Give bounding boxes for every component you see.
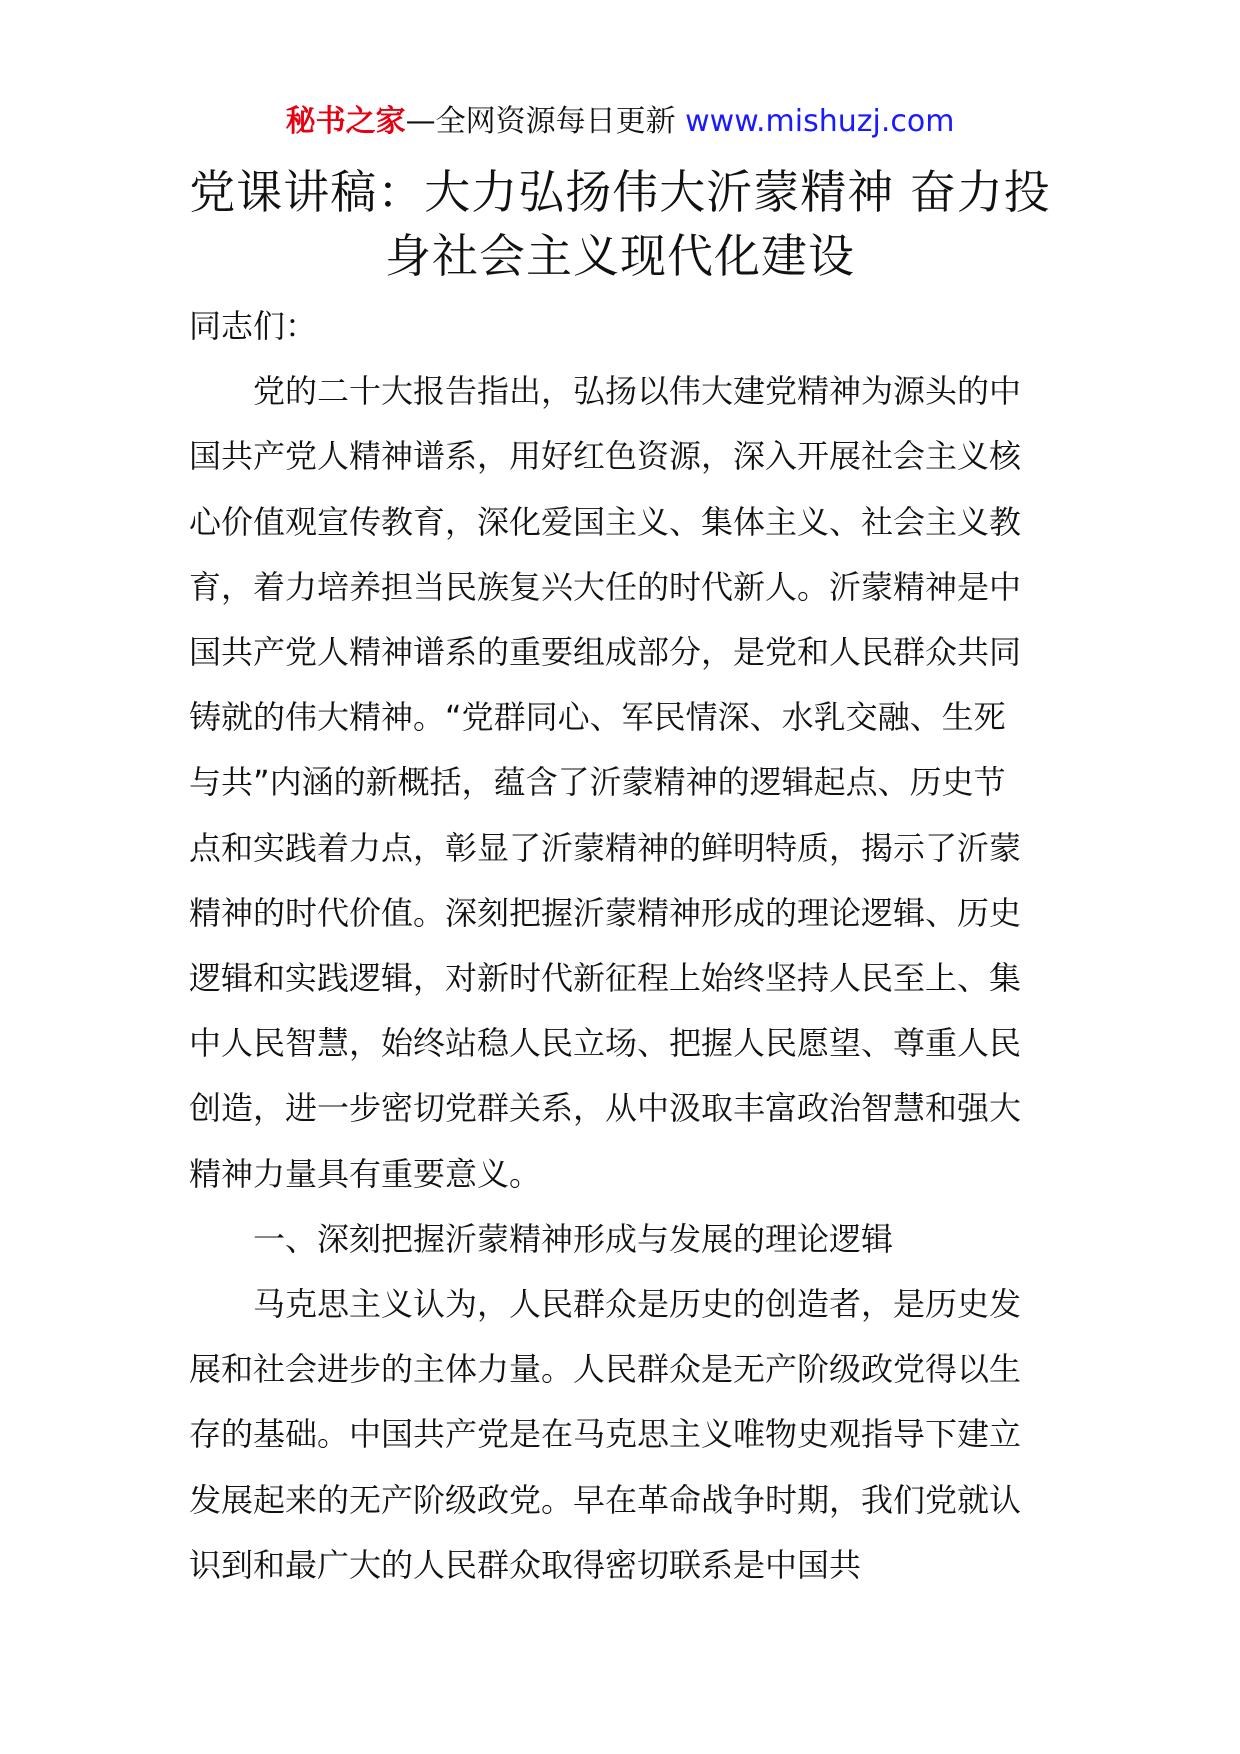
salutation: 同志们： xyxy=(189,307,318,345)
site-url-link[interactable]: www.mishuzj.com xyxy=(685,104,955,139)
document-title: 党课讲稿：大力弘扬伟大沂蒙精神 奋力投身社会主义现代化建设 xyxy=(189,165,1051,283)
body-paragraph: 马克思主义认为，人民群众是历史的创造者，是历史发展和社会进步的主体力量。人民群众是无产阶级政党得以生存的基础。中国共产党是在马克思主义唯物史观指导下建立发展起来的无产阶级政党。早在革命战争时期，我们党就认识到和最广大的人民群众取得密切联系是中国共 xyxy=(189,1285,1022,1584)
site-tagline: —全网资源每日更新 xyxy=(405,104,686,139)
section-heading: 一、深刻把握沂蒙精神形成与发展的理论逻辑 xyxy=(253,1219,894,1258)
site-brand: 秘书之家 xyxy=(285,104,406,139)
site-header xyxy=(0,100,1240,144)
document-body xyxy=(189,294,1029,1598)
body-paragraph: 党的二十大报告指出，弘扬以伟大建党精神为源头的中国共产党人精神谱系，用好红色资源，深入开展社会主义核心价值观宣传教育，深化爱国主义、集体主义、社会主义教育，着力培养担当民族复兴大任的时代新人。沂蒙精神是中国共产党人精神谱系的重要组成部分，是党和人民群众共同铸就的伟大精神。“党群同心、军民情深、水乳交融、生死与共”内涵的新概括，蕴含了沂蒙精神的逻辑起点、历史节点和实践着力点，彰显了沂蒙精神的鲜明特质，揭示了沂蒙精神的时代价值。深刻把握沂蒙精神形成的理论逻辑、历史逻辑和实践逻辑，对新时代新征程上始终坚持人民至上、集中人民智慧，始终站稳人民立场、把握人民愿望、尊重人民创造，进一步密切党群关系，从中汲取丰富政治智慧和强大精神力量具有重要意义。 xyxy=(189,372,1022,1193)
